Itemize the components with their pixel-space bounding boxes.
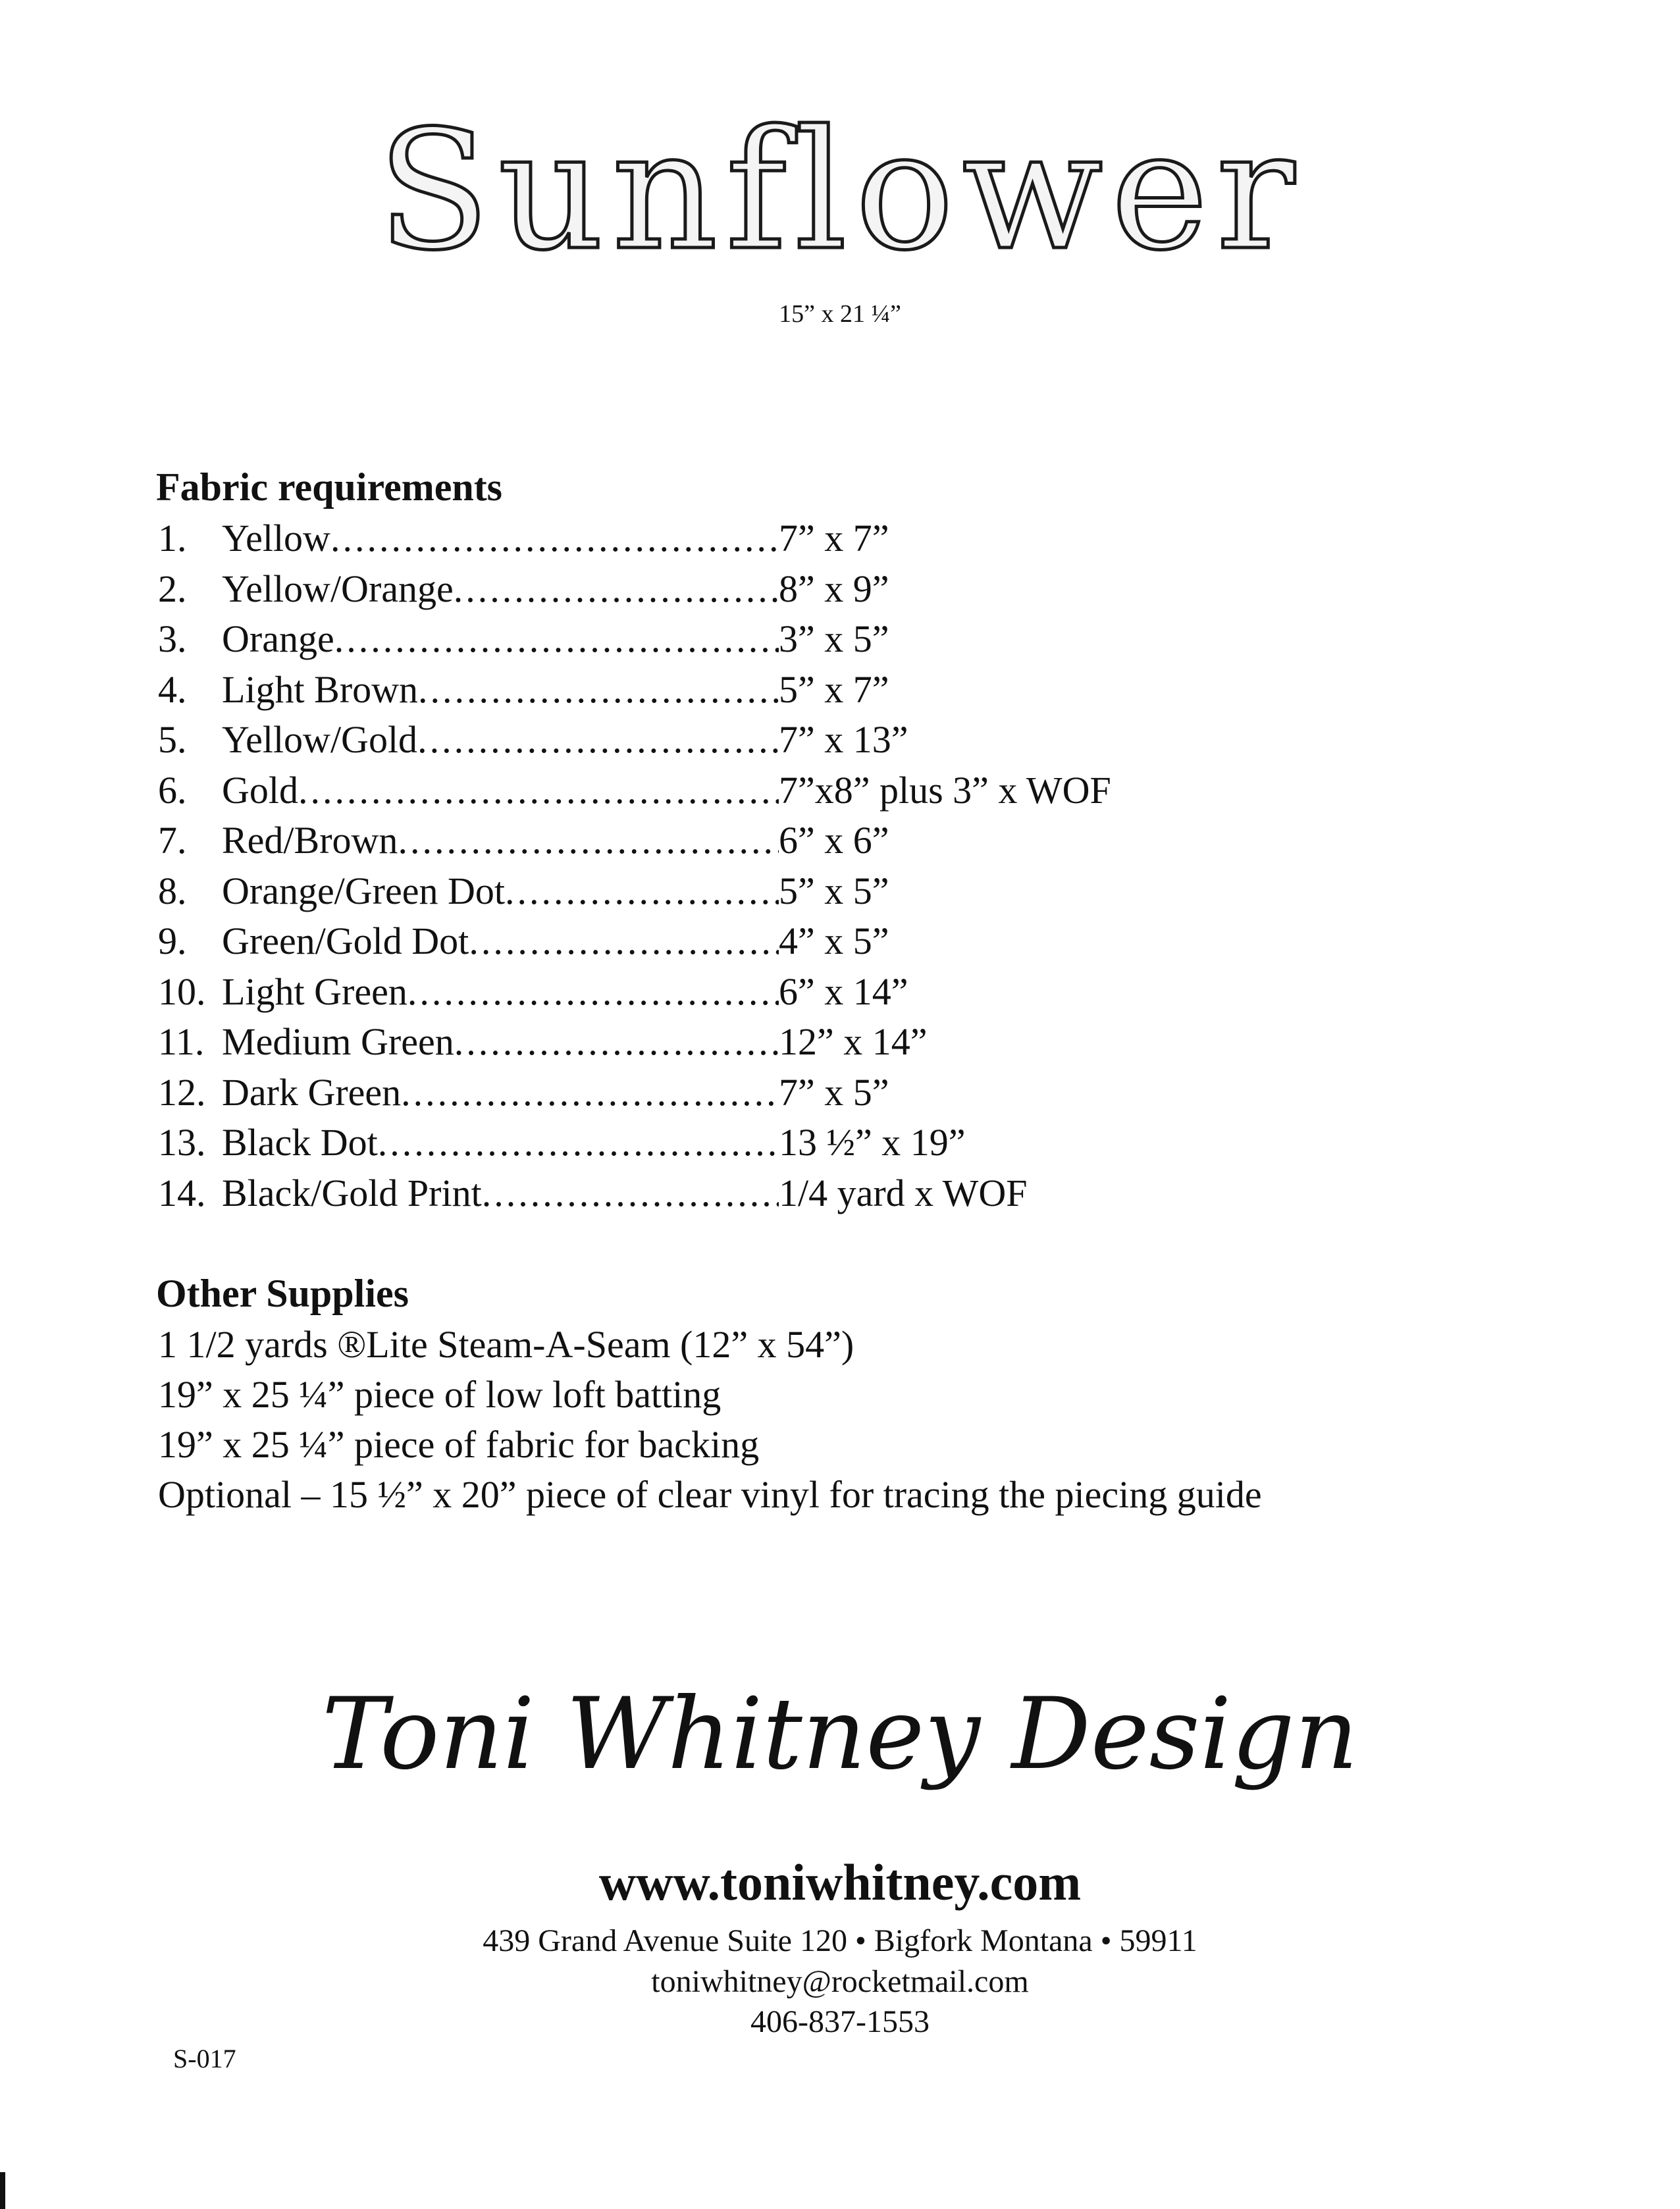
fabric-amount: 7”x8” plus 3” x WOF <box>779 768 1111 812</box>
fabric-name: Light Brown <box>222 667 419 711</box>
item-number: 14. <box>158 1171 206 1214</box>
list-item <box>158 665 1277 715</box>
item-number: 11. <box>158 1020 205 1063</box>
fabric-name: Medium Green <box>222 1020 454 1063</box>
fabric-name: Red/Brown <box>222 819 398 862</box>
item-number: 10. <box>158 970 206 1013</box>
list-item <box>158 1068 1277 1118</box>
item-number: 5. <box>158 718 187 761</box>
fabric-name: Yellow/Orange <box>222 567 454 610</box>
list-item <box>158 564 1277 615</box>
item-number: 2. <box>158 567 187 610</box>
dot-leader <box>454 564 779 614</box>
fabric-name: Light Green <box>222 970 407 1013</box>
dot-leader <box>469 916 779 966</box>
dot-leader <box>417 715 779 765</box>
item-number: 7. <box>158 819 187 862</box>
phone-number: 406-837-1553 <box>750 2004 930 2039</box>
item-number: 8. <box>158 869 187 912</box>
fabric-requirements-list <box>158 513 1277 1218</box>
fabric-amount: 4” x 5” <box>779 920 889 962</box>
fabric-amount: 5” x 7” <box>779 667 889 711</box>
list-item: 1 1/2 yards ®Lite Steam-A-Seam (12” x 54”) <box>158 1323 854 1366</box>
item-number: 6. <box>158 768 187 812</box>
item-number: 13. <box>158 1121 206 1164</box>
dot-leader <box>298 766 779 816</box>
dot-leader <box>482 1168 779 1218</box>
list-item <box>158 513 1277 564</box>
dot-leader <box>505 866 779 916</box>
list-item <box>158 816 1277 866</box>
list-item <box>158 1017 1277 1068</box>
item-number: 4. <box>158 667 187 711</box>
fabric-name: Yellow <box>222 517 330 559</box>
fabric-requirements-heading: Fabric requirements <box>156 465 503 509</box>
list-item <box>158 967 1277 1018</box>
fabric-amount: 7” x 7” <box>779 517 889 559</box>
item-number: 1. <box>158 517 187 559</box>
website-link[interactable]: www.toniwhitney.com <box>598 1854 1082 1911</box>
list-item <box>158 916 1277 967</box>
fabric-amount: 12” x 14” <box>779 1020 928 1063</box>
item-number: 9. <box>158 920 187 962</box>
fabric-name: Orange <box>222 617 334 660</box>
list-item <box>158 766 1277 816</box>
fabric-amount: 8” x 9” <box>779 567 889 610</box>
pattern-title: Sunflower <box>377 95 1303 286</box>
item-number: 3. <box>158 617 187 660</box>
fabric-amount: 5” x 5” <box>779 869 889 912</box>
fabric-amount: 6” x 14” <box>779 970 908 1013</box>
list-item <box>158 866 1277 917</box>
fabric-amount: 6” x 6” <box>779 819 889 862</box>
email-link[interactable]: toniwhitney@rocketmail.com <box>651 1964 1029 1999</box>
other-supplies-list <box>158 1320 1540 1520</box>
fabric-name: Dark Green <box>222 1070 402 1114</box>
fabric-amount: 1/4 yard x WOF <box>779 1171 1028 1214</box>
fabric-amount: 3” x 5” <box>779 617 889 660</box>
dot-leader <box>378 1118 779 1168</box>
finished-size: 15” x 21 ¼” <box>779 300 901 328</box>
fabric-name: Black Dot <box>222 1121 378 1164</box>
address: 439 Grand Avenue Suite 120 • Bigfork Montana • 59911 <box>483 1923 1197 1958</box>
list-item: Optional – 15 ½” x 20” piece of clear vinyl for tracing the piecing guide <box>158 1473 1262 1516</box>
dot-leader <box>334 614 779 664</box>
pattern-code: S-017 <box>173 2044 236 2073</box>
list-item <box>158 614 1277 665</box>
fabric-amount: 13 ½” x 19” <box>779 1121 966 1164</box>
list-item <box>158 1118 1277 1168</box>
dot-leader <box>407 967 779 1017</box>
other-supplies-heading: Other Supplies <box>156 1272 409 1315</box>
dot-leader <box>454 1017 779 1067</box>
dot-leader <box>418 665 779 715</box>
fabric-amount: 7” x 13” <box>779 718 908 761</box>
dot-leader <box>401 1068 779 1118</box>
fabric-name: Green/Gold Dot <box>222 920 469 962</box>
list-item <box>158 1168 1277 1219</box>
list-item: 19” x 25 ¼” piece of fabric for backing <box>158 1423 760 1466</box>
brand-logo: Toni Whitney Design <box>321 1677 1359 1792</box>
dot-leader <box>398 816 779 866</box>
item-number: 12. <box>158 1070 206 1114</box>
scan-edge-mark <box>0 2172 5 2209</box>
fabric-name: Gold <box>222 768 298 812</box>
fabric-amount: 7” x 5” <box>779 1070 889 1114</box>
dot-leader <box>330 513 779 563</box>
fabric-name: Orange/Green Dot <box>222 869 505 912</box>
fabric-name: Yellow/Gold <box>222 718 418 761</box>
list-item <box>158 715 1277 766</box>
list-item: 19” x 25 ¼” piece of low loft batting <box>158 1373 722 1416</box>
fabric-name: Black/Gold Print <box>222 1171 482 1214</box>
